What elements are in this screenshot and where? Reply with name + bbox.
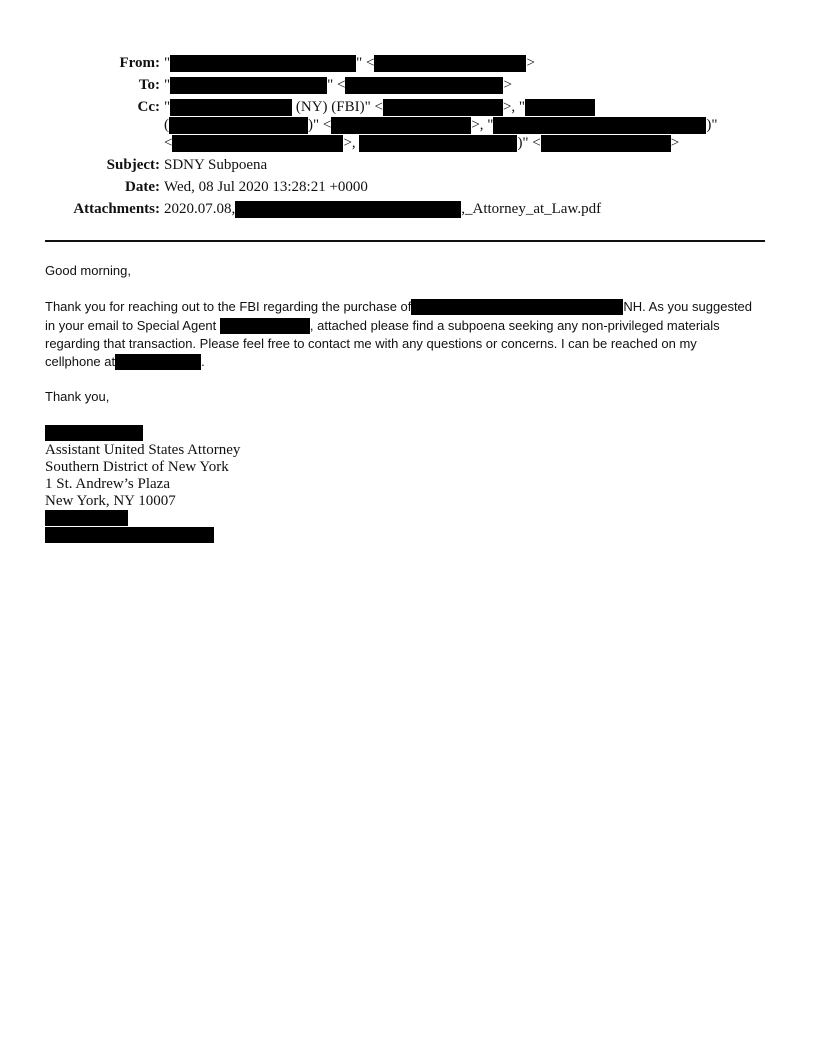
redaction-cc-name-1: [170, 99, 292, 116]
body-line-2-start: in your email to Special Agent: [45, 318, 220, 333]
cc-ny-fbi: (NY) (FBI)" <: [292, 99, 383, 115]
signature-address-2: New York, NY 10007: [45, 493, 176, 509]
subject-value: SDNY Subpoena: [164, 157, 268, 173]
body-line-1-end: NH. As you suggested: [623, 299, 753, 314]
body-line-4-start: cellphone at: [45, 354, 116, 369]
attachment-suffix: ,_Attorney_at_Law.pdf: [461, 201, 602, 217]
cc-value-line-1: [164, 99, 595, 116]
redaction-signature-email: [45, 527, 214, 543]
redaction-property: [411, 299, 623, 315]
body-line-4: [45, 353, 205, 371]
redaction-cc-name-2: [525, 99, 595, 116]
date-label: Date:: [125, 179, 160, 195]
from-gt: >: [526, 55, 535, 71]
header-divider: [45, 240, 765, 242]
cc-quote-open: ": [164, 99, 171, 115]
attachments-label: Attachments:: [73, 201, 160, 217]
from-quote-open: ": [164, 55, 171, 71]
to-quote-close: " <: [327, 77, 346, 93]
redaction-signature-phone: [45, 510, 128, 526]
cc-value-line-2: [164, 117, 718, 134]
redaction-from-name: [170, 55, 356, 72]
date-value: Wed, 08 Jul 2020 13:28:21 +0000: [164, 179, 368, 195]
body-line-1-start: Thank you for reaching out to the FBI regarding the purchase of: [45, 299, 412, 314]
body-line-1: [45, 298, 752, 316]
redaction-attachment-name: [235, 201, 461, 218]
cc-sep-4: )": [706, 117, 718, 133]
redaction-signature-name: [45, 425, 143, 441]
from-value: [164, 55, 535, 72]
redaction-cc-email-1: [383, 99, 503, 116]
cc-label: Cc:: [137, 99, 160, 115]
to-label: To:: [138, 77, 160, 93]
from-label: From:: [119, 55, 160, 71]
body-line-3: regarding that transaction. Please feel free to contact me with any questions or concerns. I can be reached on my: [45, 336, 697, 351]
cc-sep-2: )" <: [308, 117, 332, 133]
cc-sep-5: >,: [343, 135, 360, 151]
cc-gt: >: [670, 135, 680, 151]
greeting: Good morning,: [45, 263, 131, 278]
body-line-2: [45, 317, 720, 335]
redaction-cc-name-3: [493, 117, 706, 134]
redaction-cc-email-4: [541, 135, 671, 152]
redaction-to-email: [345, 77, 503, 94]
redaction-from-email: [374, 55, 526, 72]
redaction-cc-email-3: [172, 135, 343, 152]
attachment-prefix: 2020.07.08,: [164, 201, 236, 217]
subject-label: Subject:: [106, 157, 160, 173]
redaction-cc-email-2: [331, 117, 471, 134]
signature-address-1: 1 St. Andrew’s Plaza: [45, 476, 170, 492]
cc-value-line-3: [164, 135, 679, 152]
to-quote-open: ": [164, 77, 171, 93]
signature-title: Assistant United States Attorney: [45, 442, 241, 458]
redaction-cc-name-2b: [169, 117, 308, 134]
redaction-to-name: [170, 77, 327, 94]
to-value: [164, 77, 512, 94]
cc-sep-6: )" <: [517, 135, 541, 151]
from-quote-close: " <: [356, 55, 375, 71]
cc-sep-1: >, ": [502, 99, 526, 115]
redaction-cellphone: [115, 354, 201, 370]
cc-sep-3: >, ": [471, 117, 494, 133]
body-line-2-end: , attached please find a subpoena seeking any non-privileged materials: [309, 318, 720, 333]
attachment-value[interactable]: [164, 201, 601, 218]
to-gt: >: [503, 77, 512, 93]
cc-open-paren: (: [164, 117, 169, 133]
closing: Thank you,: [45, 389, 110, 404]
cc-lt: <: [164, 135, 173, 151]
body-line-4-end: .: [201, 354, 205, 369]
redaction-agent-name: [220, 318, 310, 334]
redaction-cc-name-4: [359, 135, 517, 152]
signature-office: Southern District of New York: [45, 459, 229, 475]
